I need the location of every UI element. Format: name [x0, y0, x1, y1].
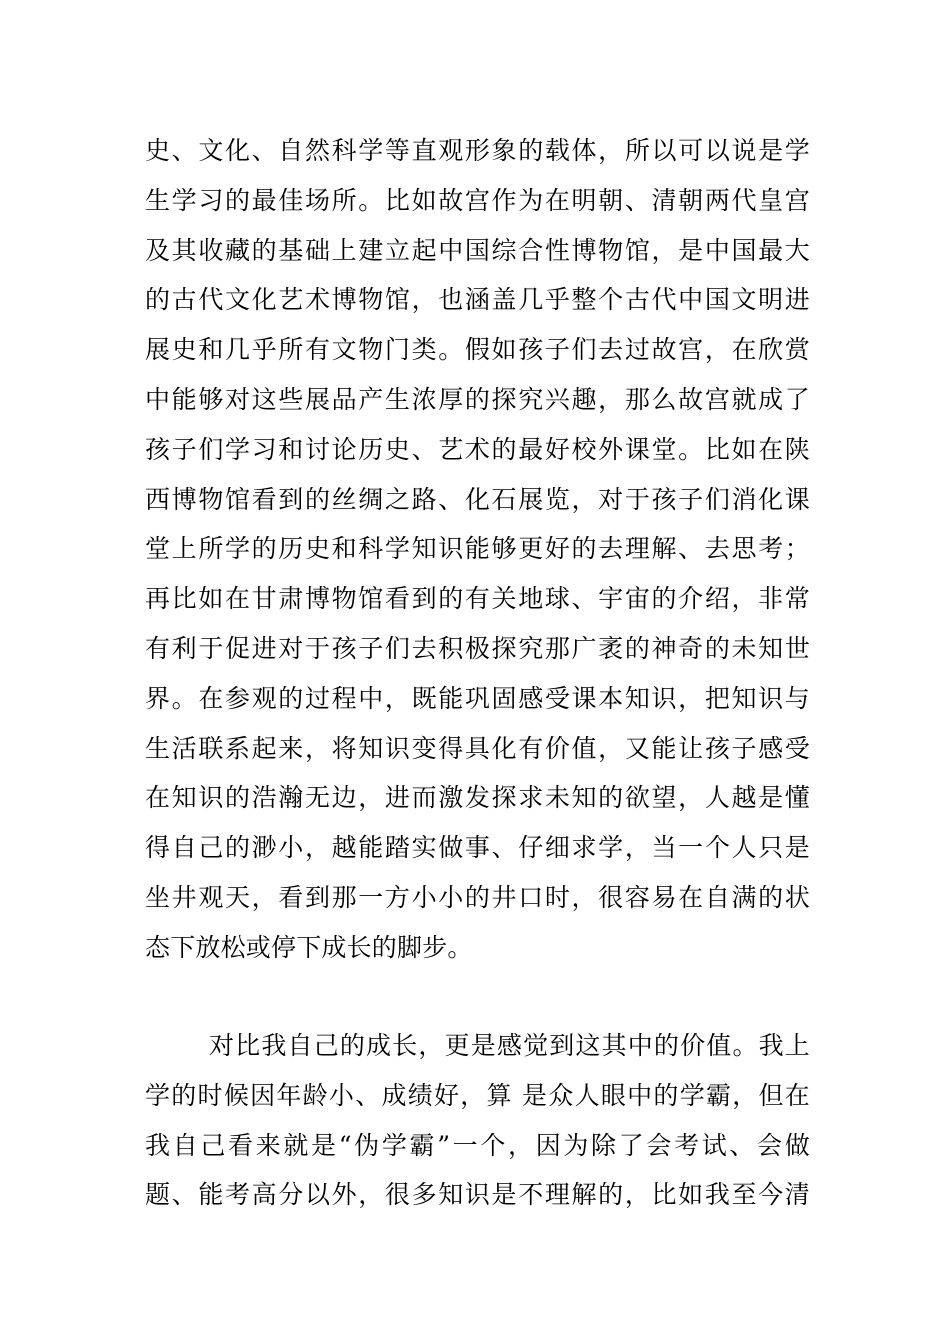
text-line: 我自己看来就是“伪学霸”一个，因为除了会考试、会做 [145, 1130, 810, 1160]
text-line: 孩子们学习和讨论历史、艺术的最好校外课堂。比如在陕 [145, 434, 810, 464]
text-line: 界。在参观的过程中，既能巩固感受课本知识，把知识与 [145, 683, 810, 713]
text-line: 生学习的最佳场所。比如故宫作为在明朝、清朝两代皇宫 [145, 185, 810, 215]
text-line: 学的时候因年龄小、成绩好，算 是众人眼中的学霸，但在 [145, 1080, 810, 1110]
text-line: 及其收藏的基础上建立起中国综合性博物馆，是中国最大 [145, 235, 810, 265]
text-line: 在知识的浩瀚无边，进而激发探求未知的欲望，人越是懂 [145, 783, 810, 813]
text-line: 题、能考高分以外，很多知识是不理解的，比如我至今清 [145, 1180, 810, 1210]
text-line: 态下放松或停下成长的脚步。 [145, 932, 473, 962]
text-line: 生活联系起来，将知识变得具化有价值，又能让孩子感受 [145, 733, 810, 763]
text-line: 坐井观天，看到那一方小小的井口时，很容易在自满的状 [145, 882, 810, 912]
text-line: 展史和几乎所有文物门类。假如孩子们去过故宫，在欣赏 [145, 335, 810, 365]
text-line: 对比我自己的成长，更是感觉到这其中的价值。我上 [209, 1031, 810, 1060]
text-line: 堂上所学的历史和科学知识能够更好的去理解、去思考； [145, 534, 810, 564]
paragraph-2 [145, 1021, 810, 1220]
text-line: 再比如在甘肃博物馆看到的有关地球、宇宙的介绍，非常 [145, 584, 810, 614]
paragraph-1 [145, 126, 810, 973]
text-line: 得自己的渺小，越能踏实做事、仔细求学，当一个人只是 [145, 833, 810, 863]
text-line: 中能够对这些展品产生浓厚的探究兴趣，那么故宫就成了 [145, 384, 810, 414]
text-line: 史、文化、自然科学等直观形象的载体，所以可以说是学 [145, 136, 810, 165]
text-line: 有利于促进对于孩子们去积极探究那广袤的神奇的未知世 [145, 633, 810, 663]
text-line: 西博物馆看到的丝绸之路、化石展览，对于孩子们消化课 [145, 484, 810, 514]
text-line: 的古代文化艺术博物馆，也涵盖几乎整个古代中国文明进 [145, 285, 810, 315]
